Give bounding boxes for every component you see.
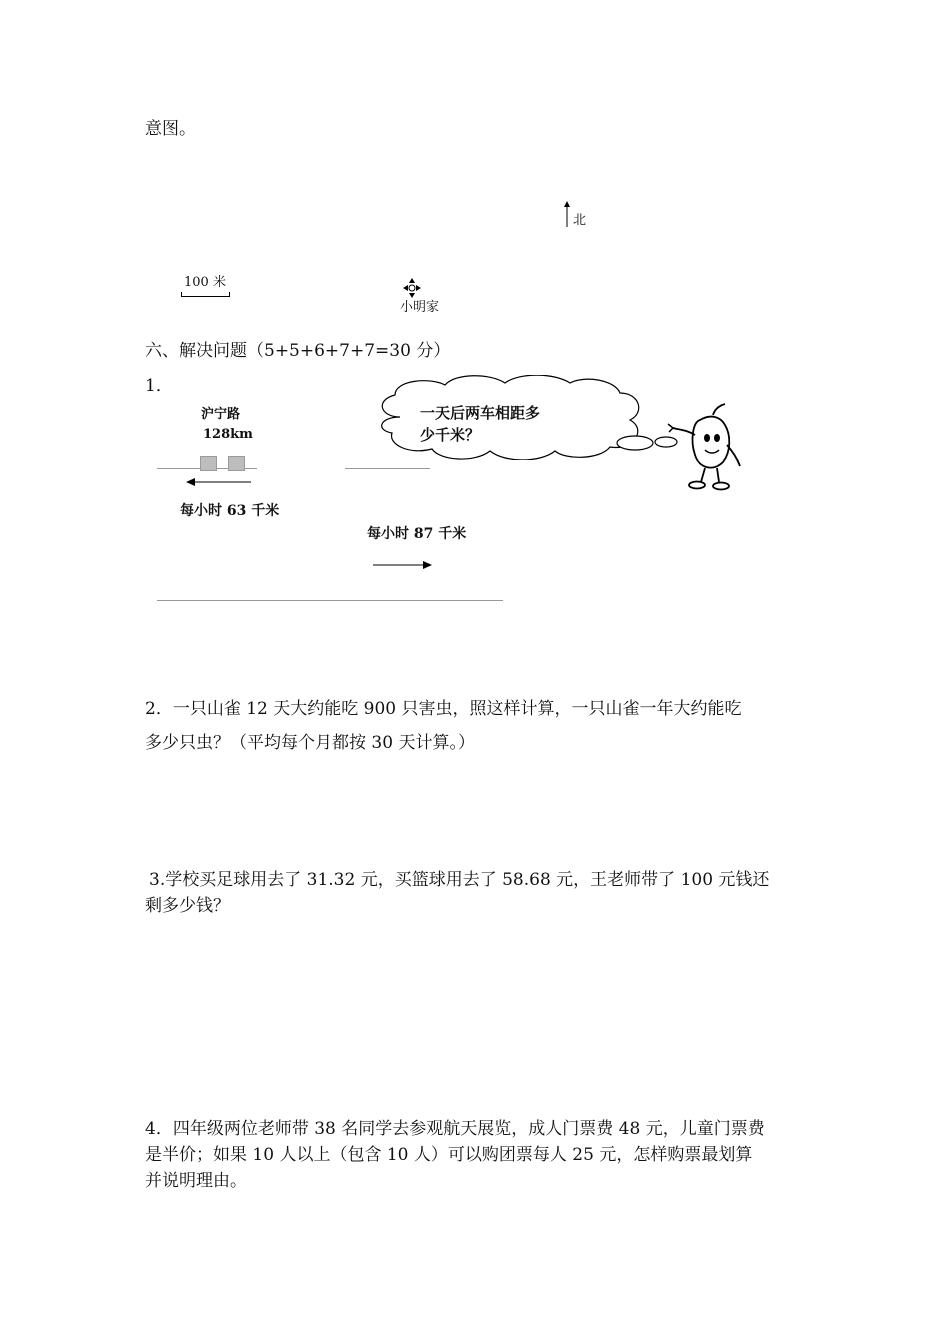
car-box-2 [228, 456, 245, 471]
problem3 [145, 867, 825, 919]
problem2-line1: 2．一只山雀 12 天大约能吃 900 只害虫，照这样计算，一只山雀一年大约能吃 [145, 699, 742, 719]
problem4-line3: 并说明理由。 [145, 1171, 247, 1191]
north-indicator [561, 200, 601, 230]
problem4-line1: 4．四年级两位老师带 38 名同学去参观航天展览，成人门票费 48 元，儿童门票费 [145, 1119, 765, 1139]
home-label: 小明家 [400, 300, 440, 315]
problem2 [145, 696, 825, 756]
problem3-line2: 剩多少钱？ [145, 896, 230, 916]
speed-right-label: 每小时 87 千米 [367, 526, 467, 542]
speed-left-label: 每小时 63 千米 [180, 503, 280, 519]
right-arrow-icon [373, 559, 433, 571]
problem1-number: 1． [145, 376, 173, 396]
problem4 [145, 1116, 825, 1194]
scale-label: 100 米 [184, 275, 226, 290]
bubble-line1: 一天后两车相距多 [420, 404, 541, 422]
car-box-1 [200, 456, 217, 471]
compass-rose-icon [402, 277, 422, 299]
problem4-line2: 是半价；如果 10 人以上（包含 10 人）可以购团票每人 25 元，怎样购票最划算 [145, 1145, 753, 1165]
bubble-line2: 少千米？ [420, 426, 481, 444]
road-name: 沪宁路 [201, 407, 241, 422]
road-segment-right [345, 468, 430, 469]
scale-bar [181, 275, 241, 299]
north-arrow-icon [561, 200, 573, 228]
road-bottom [157, 600, 503, 601]
cartoon-character-icon [665, 400, 745, 495]
road-length: 128km [203, 427, 253, 442]
north-label: 北 [573, 213, 587, 228]
scale-ruler [181, 292, 230, 297]
home-marker [398, 277, 458, 317]
left-arrow-icon [186, 476, 252, 488]
section-title: 六、解决问题（5+5+6+7+7=30 分） [145, 341, 451, 361]
problem2-line2: 多少只虫？（平均每个月都按 30 天计算。） [145, 733, 475, 753]
problem3-line1: 3.学校买足球用去了 31.32 元，买篮球用去了 58.68 元，王老师带了 100 元钱还 [149, 870, 770, 890]
text-fragment: 意图。 [145, 119, 196, 139]
